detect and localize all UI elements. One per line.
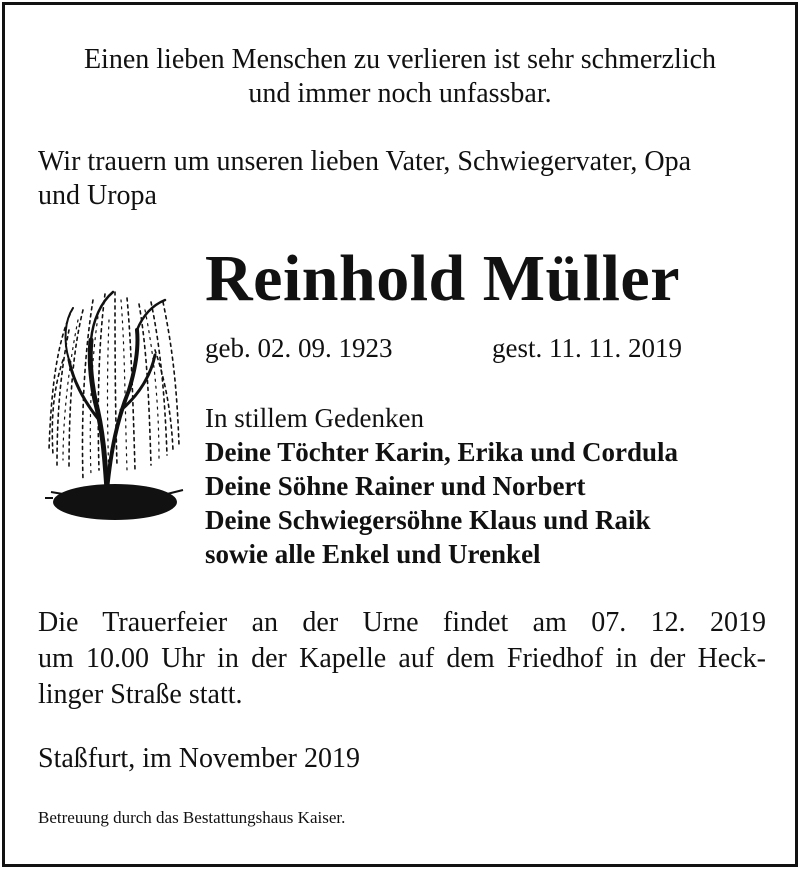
death-date: gest. 11. 11. 2019	[492, 333, 682, 363]
family-line-grandchildren: sowie alle Enkel und Urenkel	[205, 539, 541, 569]
intro-line-1: Einen lieben Menschen zu verlieren ist sehr schmerzlich	[83, 44, 717, 75]
birth-date: geb. 02. 09. 1923	[205, 333, 393, 363]
weeping-willow-icon	[43, 280, 188, 540]
ceremony-line-1: Die Trauerfeier an der Urne findet am 07. 12. 2019	[38, 607, 766, 638]
intro-line-2: und immer noch unfassbar.	[248, 78, 552, 109]
family-heading: In stillem Gedenken	[205, 403, 424, 433]
family-line-sons-in-law: Deine Schwiegersöhne Klaus und Raik	[205, 505, 651, 535]
funeral-home-note: Betreuung durch das Bestattungshaus Kaiser.	[38, 808, 346, 827]
obituary-notice	[2, 2, 798, 867]
mourning-line-1: Wir trauern um unseren lieben Vater, Schwiegervater, Opa	[38, 146, 692, 177]
mourning-line-2: und Uropa	[38, 180, 157, 211]
family-line-daughters: Deine Töchter Karin, Erika und Cordula	[205, 437, 679, 467]
ceremony-line-3: linger Straße statt.	[38, 679, 243, 710]
place-and-date: Staßfurt, im November 2019	[38, 743, 360, 774]
ceremony-line-2: um 10.00 Uhr in der Kapelle auf dem Friedhof in der Heck-	[38, 643, 766, 674]
deceased-name: Reinhold Müller	[205, 242, 681, 315]
family-line-sons: Deine Söhne Rainer und Norbert	[205, 471, 586, 501]
